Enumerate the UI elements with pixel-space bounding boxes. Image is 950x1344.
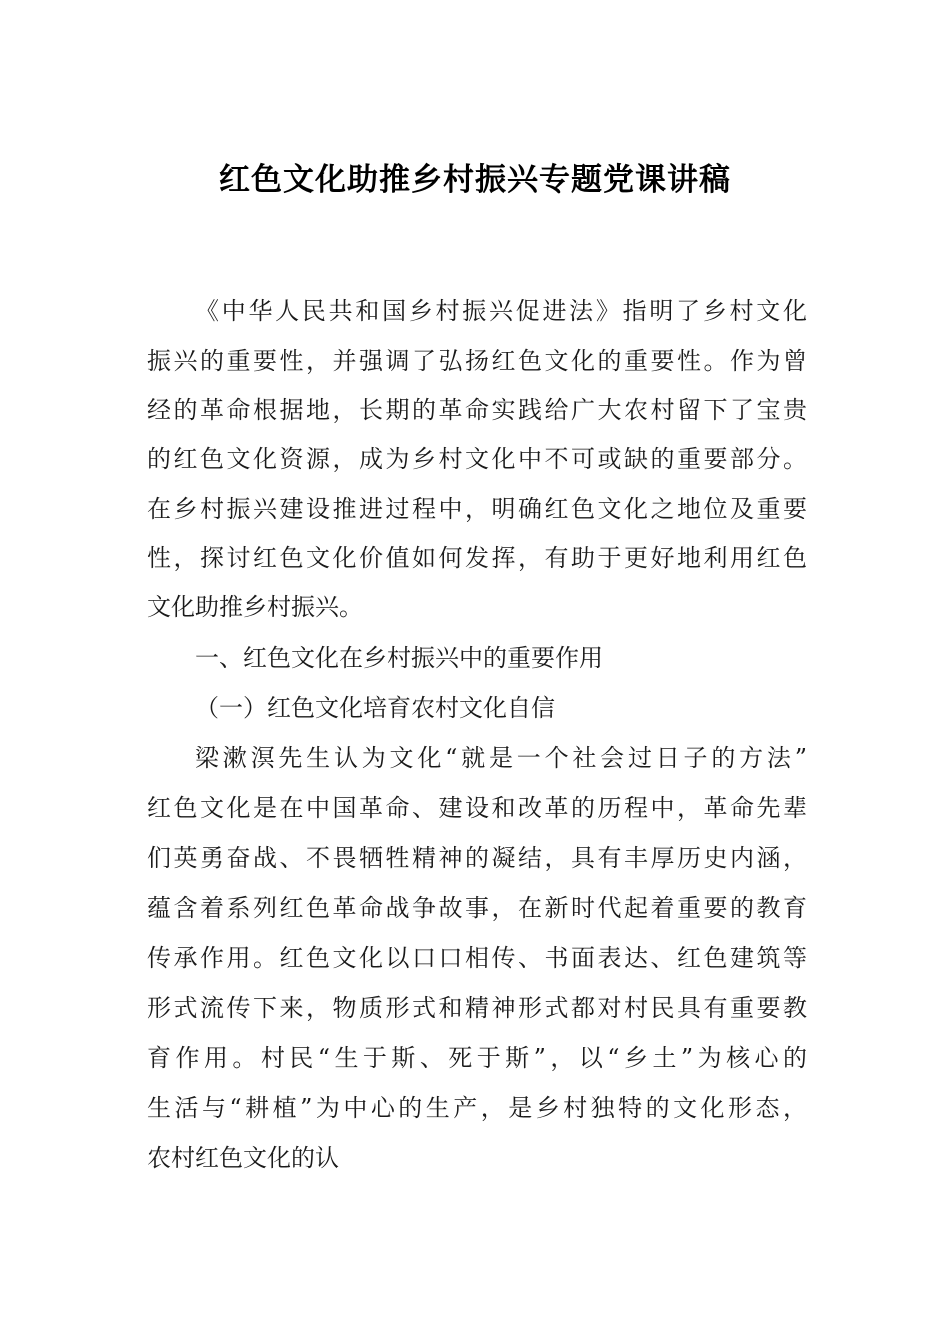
paragraph-line: 梁漱溟先生认为文化“就是一个社会过日子的方法” [195, 744, 807, 772]
paragraph-line: 的红色文化资源，成为乡村文化中不可或缺的重要部分。 [147, 445, 807, 473]
paragraph-line: 红色文化是在中国革命、建设和改革的历程中，革命先辈 [147, 794, 807, 822]
paragraph-line: 形式流传下来，物质形式和精神形式都对村民具有重要教 [147, 994, 807, 1022]
paragraph-line: 振兴的重要性，并强调了弘扬红色文化的重要性。作为曾 [147, 347, 807, 375]
paragraph-line: 们英勇奋战、不畏牺牲精神的凝结，具有丰厚历史内涵， [147, 844, 807, 872]
paragraph-line: 传承作用。红色文化以口口相传、书面表达、红色建筑等 [147, 944, 807, 972]
section-heading: 一、红色文化在乡村振兴中的重要作用 [195, 644, 603, 672]
document-title: 红色文化助推乡村振兴专题党课讲稿 [219, 162, 731, 198]
paragraph-line: 《中华人民共和国乡村振兴促进法》指明了乡村文化 [195, 297, 807, 325]
paragraph-line: 在乡村振兴建设推进过程中，明确红色文化之地位及重要 [147, 495, 807, 523]
paragraph-line: 文化助推乡村振兴。 [147, 593, 363, 621]
paragraph-line: 蕴含着系列红色革命战争故事，在新时代起着重要的教育 [147, 894, 807, 922]
paragraph-line: 育作用。村民“生于斯、死于斯”，以“乡土”为核心的 [147, 1044, 807, 1072]
paragraph-line: 经的革命根据地，长期的革命实践给广大农村留下了宝贵 [147, 396, 807, 424]
paragraph-line: 生活与“耕植”为中心的生产，是乡村独特的文化形态， [147, 1094, 807, 1122]
paragraph-line: 农村红色文化的认 [147, 1144, 339, 1172]
subsection-heading: （一）红色文化培育农村文化自信 [195, 694, 555, 722]
paragraph-line: 性，探讨红色文化价值如何发挥，有助于更好地利用红色 [147, 544, 807, 572]
